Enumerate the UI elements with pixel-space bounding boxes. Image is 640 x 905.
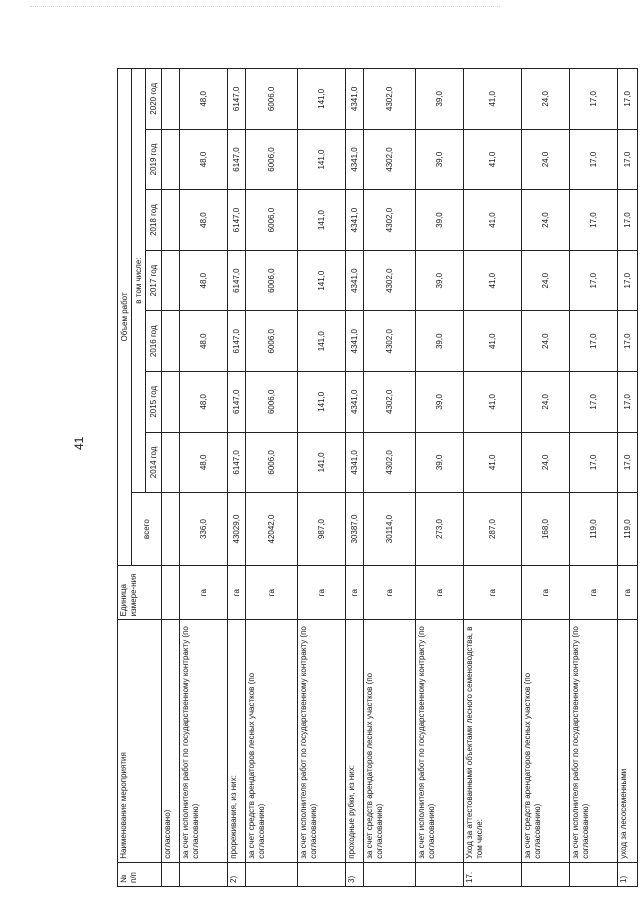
cell-name: прореживания, из них:	[228, 620, 246, 862]
cell-year-value: 39,0	[416, 190, 464, 251]
cell-year-value: 141,0	[298, 311, 346, 372]
cell-year-value: 6006,0	[246, 250, 298, 311]
cell-number	[364, 862, 416, 886]
table-row	[298, 69, 346, 887]
cell-year-value: 6147,0	[228, 129, 246, 190]
cell-number: 17.	[464, 862, 522, 886]
cell-year-value: 4341,0	[346, 372, 364, 433]
cell-year-value	[162, 190, 180, 251]
cell-year-value: 6006,0	[246, 311, 298, 372]
cell-total: 119,0	[618, 493, 638, 566]
cell-unit: га	[618, 565, 638, 620]
cell-year-value: 4341,0	[346, 69, 364, 130]
header-unit: Единица измере-ния	[118, 565, 162, 620]
cell-year-value: 4341,0	[346, 129, 364, 190]
cell-year-value: 17,0	[570, 69, 618, 130]
table-row	[416, 69, 464, 887]
cell-year-value: 17,0	[570, 372, 618, 433]
cell-name: за счет средств арендаторов лесных участков (по согласованию)	[364, 620, 416, 862]
cell-number: 2)	[228, 862, 246, 886]
cell-year-value: 4302,0	[364, 69, 416, 130]
cell-year-value: 4302,0	[364, 129, 416, 190]
header-year: 2014 год	[146, 432, 162, 493]
table-row	[346, 69, 364, 887]
cell-number	[570, 862, 618, 886]
cell-year-value: 6006,0	[246, 69, 298, 130]
cell-name: согласовано)	[162, 620, 180, 862]
cell-year-value: 48,0	[180, 129, 228, 190]
header-year: 2019 год	[146, 129, 162, 190]
header-volume: Объем работ	[118, 69, 132, 566]
cell-unit: га	[246, 565, 298, 620]
cell-year-value: 41,0	[464, 190, 522, 251]
cell-year-value	[162, 69, 180, 130]
cell-total: 287,0	[464, 493, 522, 566]
cell-year-value: 6147,0	[228, 69, 246, 130]
cell-year-value	[162, 129, 180, 190]
cell-unit: га	[522, 565, 570, 620]
scan-artifact-line	[30, 6, 500, 13]
header-name: Наименование мероприятия	[118, 620, 162, 862]
cell-total: 168,0	[522, 493, 570, 566]
cell-number	[298, 862, 346, 886]
cell-year-value: 4302,0	[364, 372, 416, 433]
cell-name: за счет исполнителя работ по государственному контракту (по согласованию)	[180, 620, 228, 862]
cell-year-value: 6147,0	[228, 190, 246, 251]
cell-year-value: 41,0	[464, 311, 522, 372]
cell-year-value: 4302,0	[364, 432, 416, 493]
table-row	[618, 69, 638, 887]
cell-year-value: 24,0	[522, 432, 570, 493]
cell-year-value: 17,0	[618, 190, 638, 251]
cell-unit: га	[346, 565, 364, 620]
header-year: 2017 год	[146, 250, 162, 311]
cell-year-value: 39,0	[416, 250, 464, 311]
cell-total: 30387,0	[346, 493, 364, 566]
cell-year-value: 17,0	[618, 432, 638, 493]
cell-year-value: 41,0	[464, 372, 522, 433]
cell-number	[162, 862, 180, 886]
cell-year-value: 6006,0	[246, 129, 298, 190]
cell-year-value	[162, 372, 180, 433]
cell-year-value: 48,0	[180, 311, 228, 372]
cell-year-value: 4341,0	[346, 432, 364, 493]
cell-total: 987,0	[298, 493, 346, 566]
cell-unit: га	[180, 565, 228, 620]
table-row	[464, 69, 522, 887]
cell-year-value: 17,0	[570, 311, 618, 372]
cell-year-value	[162, 432, 180, 493]
cell-year-value: 141,0	[298, 250, 346, 311]
cell-year-value: 4302,0	[364, 190, 416, 251]
cell-number: 1)	[618, 862, 638, 886]
cell-name: уход за лесосеменными	[618, 620, 638, 862]
cell-year-value: 48,0	[180, 372, 228, 433]
cell-year-value: 17,0	[570, 190, 618, 251]
cell-total: 336,0	[180, 493, 228, 566]
cell-year-value: 4302,0	[364, 311, 416, 372]
cell-year-value: 24,0	[522, 311, 570, 372]
cell-year-value: 17,0	[570, 250, 618, 311]
table-row	[364, 69, 416, 887]
table-row	[162, 69, 180, 887]
cell-total: 273,0	[416, 493, 464, 566]
cell-year-value: 39,0	[416, 372, 464, 433]
cell-number: 3)	[346, 862, 364, 886]
cell-year-value: 24,0	[522, 190, 570, 251]
header-year: 2015 год	[146, 372, 162, 433]
header-year: 2018 год	[146, 190, 162, 251]
cell-number	[246, 862, 298, 886]
cell-year-value: 6006,0	[246, 432, 298, 493]
cell-total: 43029,0	[228, 493, 246, 566]
cell-name: за счет исполнителя работ по государственному контракту (по согласованию)	[416, 620, 464, 862]
table-row	[570, 69, 618, 887]
cell-year-value: 17,0	[570, 432, 618, 493]
cell-year-value: 17,0	[618, 69, 638, 130]
cell-year-value: 4341,0	[346, 190, 364, 251]
cell-year-value	[162, 250, 180, 311]
cell-year-value: 141,0	[298, 69, 346, 130]
cell-year-value: 41,0	[464, 250, 522, 311]
table-row	[180, 69, 228, 887]
cell-unit: га	[416, 565, 464, 620]
header-in-that: в том числе:	[132, 69, 146, 493]
cell-number	[416, 862, 464, 886]
cell-total	[162, 493, 180, 566]
cell-unit: га	[570, 565, 618, 620]
cell-unit	[162, 565, 180, 620]
cell-name: проходные рубки, из них:	[346, 620, 364, 862]
cell-total: 30114,0	[364, 493, 416, 566]
cell-number	[522, 862, 570, 886]
table-body	[162, 69, 638, 887]
cell-name: за счет исполнителя работ по государственному контракту (по согласованию)	[298, 620, 346, 862]
cell-year-value: 6147,0	[228, 250, 246, 311]
cell-year-value: 41,0	[464, 69, 522, 130]
work-volume-table	[117, 68, 638, 887]
cell-unit: га	[228, 565, 246, 620]
cell-year-value	[162, 311, 180, 372]
cell-year-value: 141,0	[298, 129, 346, 190]
cell-year-value: 4341,0	[346, 250, 364, 311]
cell-year-value: 4341,0	[346, 311, 364, 372]
header-year: 2020 год	[146, 69, 162, 130]
cell-year-value: 6147,0	[228, 372, 246, 433]
table-header	[118, 69, 162, 887]
page-number: 41	[72, 436, 86, 450]
cell-total: 42042,0	[246, 493, 298, 566]
cell-year-value: 41,0	[464, 432, 522, 493]
cell-year-value: 41,0	[464, 129, 522, 190]
cell-year-value: 17,0	[570, 129, 618, 190]
cell-year-value: 39,0	[416, 69, 464, 130]
cell-year-value: 17,0	[618, 372, 638, 433]
cell-number	[180, 862, 228, 886]
cell-year-value: 141,0	[298, 432, 346, 493]
header-no: № п/п	[118, 862, 162, 886]
cell-total: 119,0	[570, 493, 618, 566]
cell-year-value: 48,0	[180, 69, 228, 130]
cell-year-value: 24,0	[522, 69, 570, 130]
table-row	[522, 69, 570, 887]
cell-year-value: 6006,0	[246, 190, 298, 251]
cell-year-value: 48,0	[180, 432, 228, 493]
cell-year-value: 6147,0	[228, 311, 246, 372]
cell-year-value: 17,0	[618, 250, 638, 311]
cell-year-value: 24,0	[522, 372, 570, 433]
cell-year-value: 17,0	[618, 129, 638, 190]
cell-name: за счет средств арендаторов лесных участков (по согласованию)	[246, 620, 298, 862]
table-row	[246, 69, 298, 887]
cell-year-value: 6006,0	[246, 372, 298, 433]
table-row	[228, 69, 246, 887]
cell-year-value: 4302,0	[364, 250, 416, 311]
cell-name: Уход за аттестованными объектами лесного семеноводства, в том числе:	[464, 620, 522, 862]
cell-name: за счет средств арендаторов лесных участков (по согласованию)	[522, 620, 570, 862]
cell-year-value: 39,0	[416, 311, 464, 372]
cell-year-value: 39,0	[416, 129, 464, 190]
cell-year-value: 24,0	[522, 250, 570, 311]
cell-year-value: 48,0	[180, 190, 228, 251]
rotated-table-page	[117, 68, 632, 887]
cell-year-value: 141,0	[298, 190, 346, 251]
cell-unit: га	[464, 565, 522, 620]
cell-year-value: 24,0	[522, 129, 570, 190]
header-total: всего	[132, 493, 162, 566]
cell-unit: га	[298, 565, 346, 620]
cell-name: за счет исполнителя работ по государственному контракту (по согласованию)	[570, 620, 618, 862]
cell-year-value: 6147,0	[228, 432, 246, 493]
cell-year-value: 48,0	[180, 250, 228, 311]
cell-unit: га	[364, 565, 416, 620]
cell-year-value: 39,0	[416, 432, 464, 493]
cell-year-value: 141,0	[298, 372, 346, 433]
cell-year-value: 17,0	[618, 311, 638, 372]
header-year: 2016 год	[146, 311, 162, 372]
